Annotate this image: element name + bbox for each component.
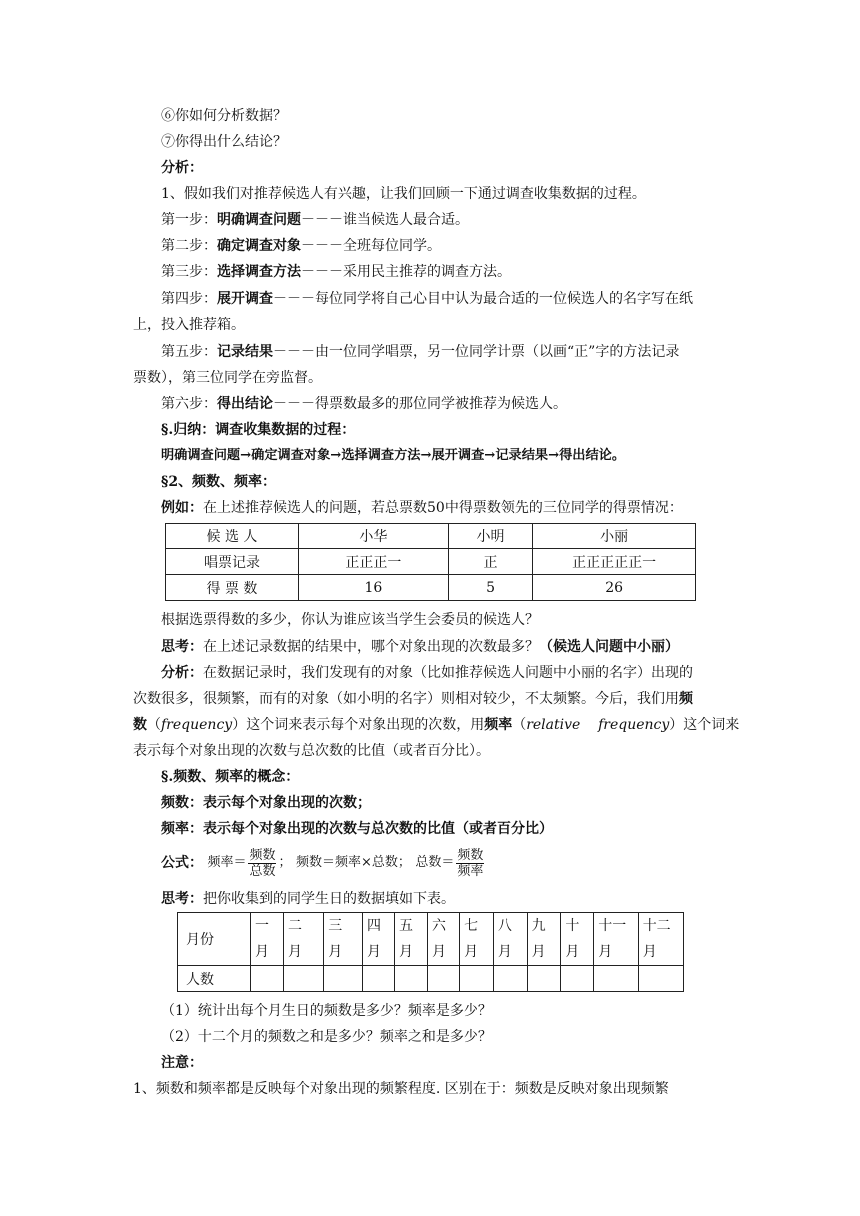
task-2: （2）十二个月的频数之和是多少？频率之和是多少？: [161, 1029, 492, 1045]
month-char-bottom: 月: [328, 944, 343, 960]
month-char-bottom: 月: [598, 944, 613, 960]
step-2: 第二步：确定调查对象－－－全班每位同学。: [161, 238, 441, 254]
month-char-top: 七: [464, 918, 479, 934]
month-char-top: 四: [366, 918, 381, 934]
step-1: 第一步：明确调查问题－－－谁当候选人最合适。: [161, 212, 469, 228]
step-6: 第六步：得出结论－－－得票数最多的那位同学被推荐为候选人。: [161, 396, 567, 412]
people-count-cell[interactable]: [561, 966, 594, 992]
month-char-bottom: 月: [642, 944, 657, 960]
month-char-top: 十二: [642, 918, 671, 934]
analysis-heading: 分析：: [161, 160, 203, 176]
people-label: 人数: [178, 966, 251, 992]
think-2: 思考：把你收集到的同学生日的数据填如下表。: [161, 891, 455, 907]
month-char-top: 十: [565, 918, 580, 934]
step-4-cont: 上，投入推荐箱。: [133, 317, 245, 333]
think-1: 思考：在上述记录数据的结果中，哪个对象出现的次数最多？（候选人问题中小丽）: [161, 639, 679, 655]
tally-xiaoming: 正: [448, 549, 532, 575]
count-label: 得 票 数: [166, 575, 299, 601]
month-cell: [251, 913, 284, 966]
analysis-intro: 1、假如我们对推荐候选人有兴趣，让我们回顾一下通过调查收集数据的过程。: [161, 186, 646, 202]
birthday-table: [177, 912, 684, 992]
people-count-cell[interactable]: [638, 966, 683, 992]
month-char-bottom: 月: [497, 944, 512, 960]
month-cell: [493, 913, 527, 966]
people-count-cell[interactable]: [283, 966, 323, 992]
summary-heading: §.归纳：调查收集数据的过程：: [161, 422, 356, 438]
people-count-cell[interactable]: [362, 966, 394, 992]
header-xiaoming: 小明: [448, 524, 532, 549]
vote-table-count-row: [166, 575, 696, 601]
analysis2-line4: 表示每个对象出现的次数与总次数的比值（或者百分比）。: [133, 743, 490, 759]
fraction-2: $\frac{\text{频数}}{\text{频率}}$: [457, 847, 484, 879]
tally-xiaoli: 正正正正正一: [533, 549, 696, 575]
header-xiaoli: 小丽: [533, 524, 696, 549]
question-after-table: 根据选票得数的多少，你认为谁应该当学生会委员的候选人？: [161, 612, 539, 628]
count-xiaoming: 5: [448, 575, 532, 601]
birthday-people-row: [178, 966, 684, 992]
analysis2-line3: 数（frequency）这个词来表示每个对象出现的次数，用频率（relative frequency）这个词来: [133, 717, 740, 733]
tally-label: 唱票记录: [166, 549, 299, 575]
count-xiaoli: 26: [533, 575, 696, 601]
month-cell: [561, 913, 594, 966]
month-char-top: 二: [287, 918, 302, 934]
month-cell: [362, 913, 394, 966]
question-7: ⑦你得出什么结论？: [161, 134, 287, 150]
people-count-cell[interactable]: [594, 966, 638, 992]
concept-heading: §.频数、频率的概念：: [161, 769, 300, 785]
month-cell: [283, 913, 323, 966]
people-count-cell[interactable]: [527, 966, 561, 992]
month-char-top: 一: [255, 918, 270, 934]
header-xiaohua: 小华: [298, 524, 448, 549]
step-5-cont: 票数），第三位同学在旁监督。: [133, 370, 322, 386]
month-char-bottom: 月: [565, 944, 580, 960]
month-char-bottom: 月: [366, 944, 381, 960]
month-char-top: 三: [328, 918, 343, 934]
vote-table-header-row: [166, 524, 696, 549]
month-char-bottom: 月: [531, 944, 546, 960]
month-label: 月份: [178, 913, 251, 966]
people-count-cell[interactable]: [427, 966, 459, 992]
summary-flow: 明确调查问题→确定调查对象→选择调查方法→展开调查→记录结果→得出结论。: [161, 448, 626, 463]
month-cell: [395, 913, 428, 966]
people-count-cell[interactable]: [460, 966, 494, 992]
month-char-bottom: 月: [399, 944, 414, 960]
month-char-top: 十一: [598, 918, 627, 934]
vote-table: [165, 523, 696, 601]
analysis2-line1: 分析：在数据记录时，我们发现有的对象（比如推荐候选人问题中小丽的名字）出现的: [161, 665, 693, 681]
month-char-bottom: 月: [431, 944, 446, 960]
fraction-1: $\frac{\text{频数}}{\text{总数}}$: [249, 847, 276, 879]
def-freq: 频数：表示每个对象出现的次数；: [161, 795, 371, 811]
birthday-month-row: [178, 913, 684, 966]
tally-xiaohua: 正正正一: [298, 549, 448, 575]
month-cell: [460, 913, 494, 966]
step-5: 第五步：记录结果－－－由一位同学唱票，另一位同学计票（以画“正”字的方法记录: [161, 344, 680, 360]
step-4: 第四步：展开调查－－－每位同学将自己心目中认为最合适的一位候选人的名字写在纸: [161, 291, 693, 307]
task-1: （1）统计出每个月生日的频数是多少？频率是多少？: [161, 1003, 492, 1019]
people-count-cell[interactable]: [395, 966, 428, 992]
month-cell: [527, 913, 561, 966]
vote-table-tally-row: [166, 549, 696, 575]
month-char-top: 六: [431, 918, 446, 934]
header-candidate: 候 选 人: [166, 524, 299, 549]
month-cell: [324, 913, 363, 966]
month-char-top: 八: [497, 918, 512, 934]
month-cell: [594, 913, 638, 966]
def-rate: 频率：表示每个对象出现的次数与总次数的比值（或者百分比）: [161, 821, 553, 837]
people-count-cell[interactable]: [493, 966, 527, 992]
example-line: 例如：在上述推荐候选人的问题，若总票数50中得票数领先的三位同学的得票情况：: [161, 500, 683, 516]
note-heading: 注意：: [161, 1055, 203, 1071]
month-char-bottom: 月: [464, 944, 479, 960]
people-count-cell[interactable]: [251, 966, 284, 992]
formula-line: 公式： 频率＝ $\frac{\text{频数}}{\text{总数}}$ ； 频数＝频率×总数； 总数＝ $\frac{\text{频数}}{\text{频率}}$: [161, 847, 484, 879]
analysis2-line2: 次数很多，很频繁，而有的对象（如小明的名字）则相对较少，不太频繁。今后，我们用频: [133, 691, 693, 707]
month-cell: [427, 913, 459, 966]
people-count-cell[interactable]: [324, 966, 363, 992]
question-6: ⑥你如何分析数据？: [161, 108, 287, 124]
month-char-top: 五: [399, 918, 414, 934]
month-cell: [638, 913, 683, 966]
count-xiaohua: 16: [298, 575, 448, 601]
month-char-bottom: 月: [287, 944, 302, 960]
month-char-bottom: 月: [255, 944, 270, 960]
note-1: 1、频数和频率都是反映每个对象出现的频繁程度. 区别在于：频数是反映对象出现频繁: [133, 1081, 669, 1097]
step-3: 第三步：选择调查方法－－－采用民主推荐的调查方法。: [161, 264, 511, 280]
month-char-top: 九: [531, 918, 546, 934]
section2-heading: §2、频数、频率：: [161, 474, 277, 490]
